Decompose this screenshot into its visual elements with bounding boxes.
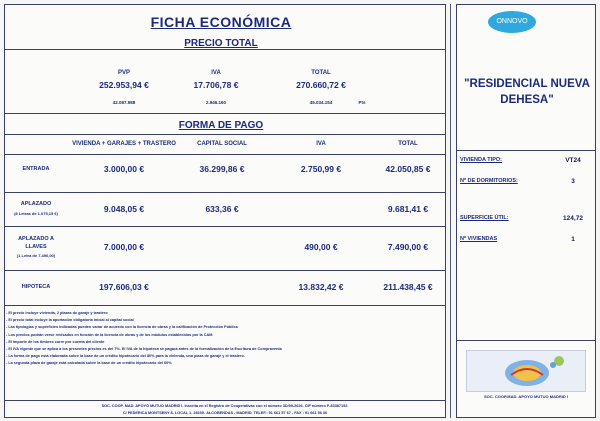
side-divider [456, 340, 596, 341]
total-value: 270.660,72 € [296, 80, 346, 90]
project-name: "RESIDENCIAL NUEVA DEHESA" [464, 78, 590, 106]
footer-line-2: C/ FEDERICA MONTSENY 8- LOCAL 1- 28100- ALCOBENDAS - MADRID. TELEF.: 91 661 57 67 - FAX : 91 661 56 36 [122, 411, 328, 415]
pts-label: Pts [358, 100, 366, 105]
aplazado-total: 9.681,41 € [387, 204, 429, 214]
cooperative-caption: SOC. COOP.MAD. APOYO MUTUO MADRID I [483, 394, 568, 399]
col-header-capital: CAPITAL SOCIAL [197, 141, 247, 147]
notes-list [6, 310, 436, 368]
total-label: TOTAL [311, 70, 331, 76]
divider [4, 49, 446, 50]
divider [4, 113, 446, 114]
pvp-label: PVP [117, 70, 130, 76]
llaves-iva: 490,00 € [304, 242, 338, 252]
iva-label: IVA [211, 70, 221, 76]
row-label-aplazado: APLAZADO [20, 201, 52, 207]
dormitorios-value: 3 [571, 178, 575, 185]
hipoteca-vivienda: 197.606,03 € [99, 282, 149, 292]
entrada-capital: 36.299,86 € [199, 164, 245, 174]
note-item: - Las tipologías y superficies indicadas pueden variar de acuerdo con la licencia de obras y la calificación de Protección Pública [6, 325, 238, 330]
forma-pago-title: FORMA DE PAGO [178, 120, 264, 131]
row-label-entrada: ENTRADA [22, 166, 50, 172]
hipoteca-iva: 13.832,42 € [298, 282, 344, 292]
footer-line-1: SOC. COOP. MAD. APOYO MUTUO MADRID I. Inscrita en el Registro de Cooperativas con el número 3D/09-2626. CIF número F-83387152. [101, 404, 349, 408]
superficie-value: 124,72 [563, 215, 583, 222]
viviendas-label: Nº VIVIENDAS [460, 236, 498, 242]
vivienda-tipo-label: VIVIENDA TIPO: [460, 157, 502, 163]
note-item: - La segunda plaza de garaje está calculada sobre la base de un crédito hipotecario del 60% [6, 361, 172, 366]
row-label-llaves: APLAZADO A LLAVES [18, 236, 54, 250]
side-divider [456, 150, 596, 151]
precio-total-title: PRECIO TOTAL [184, 38, 258, 49]
col-header-vivienda: VIVIENDA + GARAJES + TRASTERO [72, 141, 176, 147]
llaves-total: 7.490,00 € [387, 242, 429, 252]
iva-pts: 2.946.160 [205, 100, 227, 105]
row-sub-llaves: (1 Letra de 7.490,00) [16, 253, 56, 258]
panel-separator [450, 4, 451, 418]
aplazado-capital: 633,36 € [205, 204, 239, 214]
note-item: - La forma de pago está elaborada sobre la base de un crédito hipotecario del 80% para la vivienda, una plaza de garaje y el trastero. [6, 354, 245, 359]
entrada-total: 42.050,85 € [385, 164, 431, 174]
divider [4, 134, 446, 135]
divider [4, 270, 446, 271]
note-item: - El precio total incluye la aportación obligatoria inicial al capital social [6, 318, 134, 323]
total-pts: 45.034.154 [309, 100, 333, 105]
llaves-vivienda: 7.000,00 € [103, 242, 145, 252]
superficie-label: SUPERFICIE ÚTIL: [460, 215, 509, 221]
divider [4, 400, 446, 401]
col-header-total: TOTAL [398, 141, 418, 147]
entrada-vivienda: 3.000,00 € [103, 164, 145, 174]
viviendas-value: 1 [571, 236, 575, 243]
cooperative-logo [466, 350, 586, 392]
vivienda-tipo-value: VT24 [565, 157, 581, 164]
aplazado-vivienda: 9.048,05 € [103, 204, 145, 214]
row-label-hipoteca: HIPOTECA [21, 284, 51, 290]
dormitorios-label: Nº DE DORMITORIOS: [460, 178, 518, 184]
note-item: - El IVA vigente que se aplica a los presentes precios es del 7%. El IVA de la hipoteca se pagará antes de la formalización de la Escritura de Compraventa [6, 347, 282, 352]
note-item: - El precio incluye vivienda, 2 plazas de garaje y trastero [6, 311, 108, 315]
page-title: FICHA ECONÓMICA [150, 14, 292, 30]
globe-icon [467, 351, 587, 393]
divider [4, 305, 446, 306]
iva-value: 17.706,78 € [193, 80, 239, 90]
pvp-value: 252.953,94 € [99, 80, 149, 90]
note-item: - Los precios podrán verse revisados en función de la licencia de obras y de los módulos establecidos por la CAM [6, 332, 213, 337]
row-sub-aplazado: (8 Letras de 1.075,15 €) [14, 211, 58, 216]
divider [4, 192, 446, 193]
note-item: - El importe de los timbres corre por cuenta del cliente [6, 339, 105, 344]
col-header-iva: IVA [316, 141, 326, 147]
entrada-iva: 2.750,99 € [300, 164, 342, 174]
onnovo-logo: ONNOVO [488, 11, 536, 33]
divider [4, 226, 446, 227]
pvp-pts: 42.087.988 [112, 100, 136, 105]
hipoteca-total: 211.438,45 € [383, 282, 433, 292]
divider [4, 154, 446, 155]
